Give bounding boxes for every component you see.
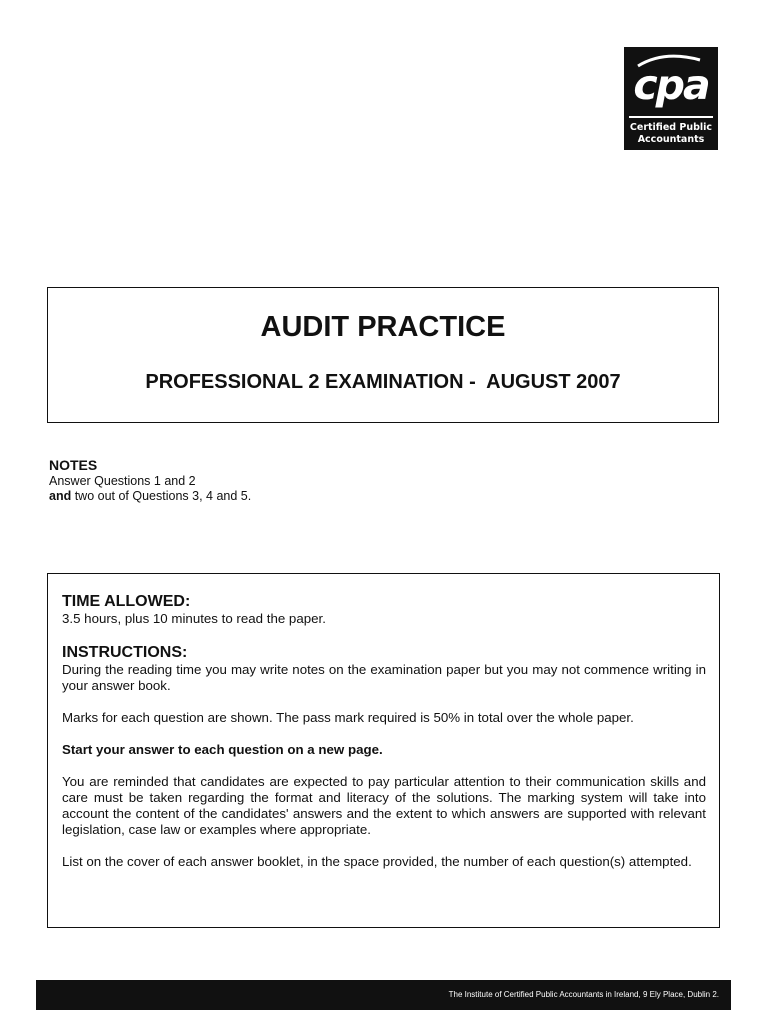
instructions-para-2: Marks for each question are shown. The pass mark required is 50% in total over the whole paper. xyxy=(62,710,634,725)
instructions-para-4: You are reminded that candidates are expected to pay particular attention to their communication skills and care must be taken regarding the format and literacy of the solutions. The marking system will take into account the content of the candidates' answers and the extent to which answers are supported with relevant legislation, case law or examples where appropriate. xyxy=(62,774,706,837)
time-allowed-text: 3.5 hours, plus 10 minutes to read the paper. xyxy=(62,611,326,626)
instructions-content xyxy=(62,592,706,870)
exam-subtitle: PROFESSIONAL 2 EXAMINATION - AUGUST 2007 xyxy=(145,371,621,393)
logo-subtitle-line2: Accountants xyxy=(637,134,705,145)
footer-address: The Institute of Certified Public Accountants in Ireland, 9 Ely Place, Dublin 2. xyxy=(448,990,719,999)
spacer xyxy=(62,627,706,643)
notes-heading: NOTES xyxy=(49,457,98,473)
logo-subtitle xyxy=(624,122,718,146)
spacer xyxy=(62,694,706,710)
time-allowed-heading: TIME ALLOWED: xyxy=(62,593,191,610)
spacer xyxy=(62,838,706,854)
notes-line-2 xyxy=(49,489,549,504)
notes-section xyxy=(49,457,549,503)
instructions-box xyxy=(47,573,720,928)
notes-line-1: Answer Questions 1 and 2 xyxy=(49,474,196,488)
logo-mark: cpa xyxy=(633,61,709,109)
instructions-heading: INSTRUCTIONS: xyxy=(62,644,188,661)
spacer xyxy=(62,726,706,742)
logo-subtitle-line1: Certified Public xyxy=(629,122,713,133)
cpa-logo xyxy=(624,47,718,150)
notes-line-2-bold: and xyxy=(49,488,72,503)
instructions-para-1: During the reading time you may write notes on the examination paper but you may not commence writing in your answer book. xyxy=(62,662,706,693)
footer-bar xyxy=(36,980,731,1010)
instructions-para-5: List on the cover of each answer booklet, in the space provided, the number of each question(s) attempted. xyxy=(62,854,692,869)
spacer xyxy=(62,758,706,774)
logo-divider xyxy=(629,116,713,118)
instructions-para-3: Start your answer to each question on a new page. xyxy=(62,742,383,757)
paper-title: AUDIT PRACTICE xyxy=(260,311,506,343)
notes-line-2-rest: two out of Questions 3, 4 and 5. xyxy=(71,488,252,503)
title-box xyxy=(47,287,719,423)
